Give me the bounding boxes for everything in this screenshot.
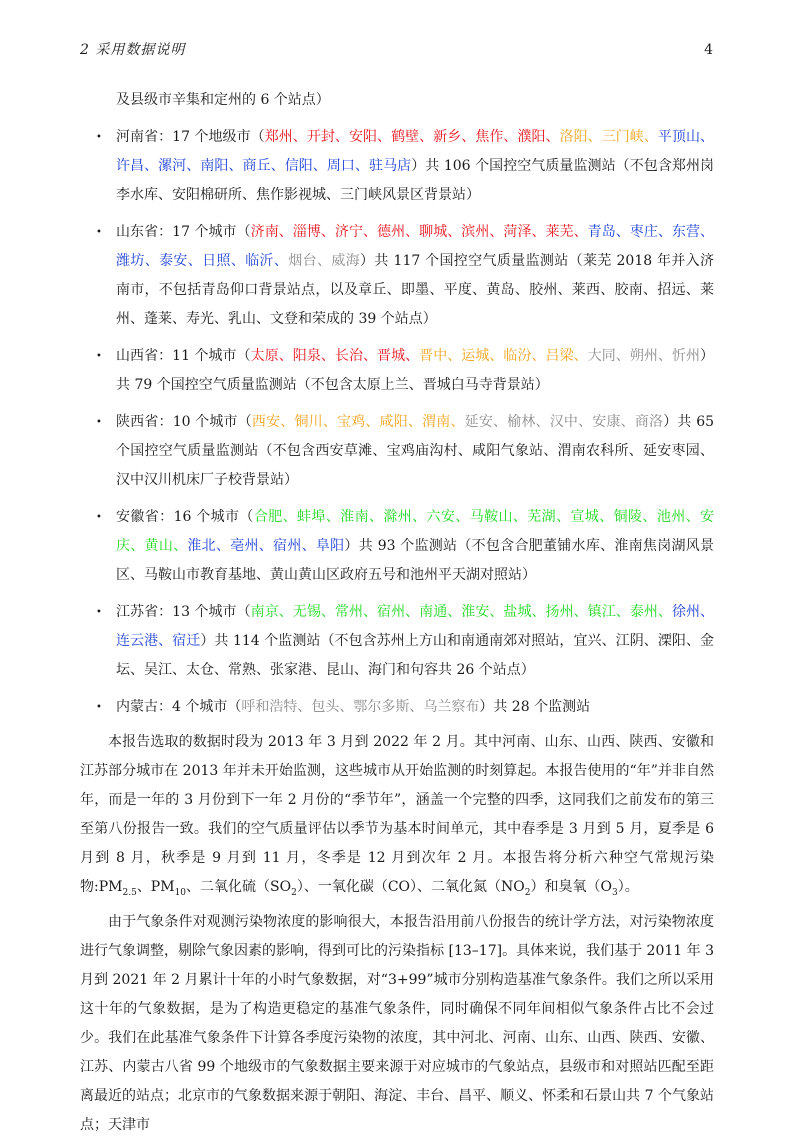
province-item-anhui	[80, 503, 714, 590]
city-group-gray: 大同、朔州、忻州	[587, 348, 701, 364]
city-group-gray: 延安、榆林、汉中、安康、商洛	[464, 414, 664, 430]
province-text: ）共 117 个国控空气质量监测站（莱芜 2018 年并入济南市，不包括青岛仰口背景站点，以及章丘、即墨、平度、黄岛、胶州、莱西、胶南、招远、莱州、蓬莱、寿光、乳山、文登和荣成的 39 个站点）	[116, 253, 715, 327]
province-item-henan	[80, 123, 714, 210]
city-group-green: 合肥、蚌埠、淮南、滁州、六安、马鞍山、芜湖、宣城、铜陵、池州、安庆、黄山、	[116, 509, 715, 554]
city-group-blue: 青岛、枣庄、东营、潍坊、泰安、日照、临沂、	[116, 224, 715, 269]
province-text: ）共 28 个监测站	[479, 699, 591, 715]
province-item-neimenggu	[80, 693, 714, 722]
province-text: 山东省：17 个城市（	[116, 224, 251, 240]
subscript: 2	[291, 887, 297, 898]
province-text: 安徽省：16 个城市（	[116, 509, 254, 525]
page-body	[80, 86, 714, 1140]
city-group-green: 南京、无锡、常州、宿州、南通、淮安、盐城、扬州、镇江、泰州、	[250, 604, 672, 620]
section-title: 2 采用数据说明	[80, 42, 186, 58]
bullet-icon: •	[96, 132, 102, 143]
city-group-red: 太原、阳泉、长治、晋城、	[250, 348, 420, 364]
subscript: 2	[524, 887, 531, 898]
city-group-gray: 烟台、威海	[288, 253, 361, 269]
page-header	[80, 40, 713, 60]
province-text: ）共 79 个国控空气质量监测站（不包含太原上兰、晋城白马寺背景站）	[116, 348, 715, 393]
page-number: 4	[704, 42, 713, 58]
city-group-orange: 西安、铜川、宝鸡、咸阳、渭南、	[251, 414, 465, 430]
province-text: ）共 106 个国控空气质量监测站（不包含郑州岗李水库、安阳棉研所、焦作影视城、三门峡风景区背景站）	[116, 158, 714, 203]
province-item-shaanxi	[80, 408, 714, 495]
para-period	[80, 728, 714, 902]
paragraph-text: ）和臭氧（O	[530, 879, 612, 895]
province-item-shandong	[80, 218, 714, 334]
province-text: 江苏省：13 个城市（	[116, 604, 251, 620]
province-text: ）共 114 个监测站（不包含苏州上方山和南通南郊对照站，宜兴、江阴、溧阳、金坛、吴江、太仓、常熟、张家港、昆山、海门和句容共 26 个站点）	[116, 633, 715, 678]
city-group-blue: 徐州、连云港、宿迁	[116, 604, 715, 649]
city-group-orange: 晋中、运城、临汾、吕梁、	[419, 348, 588, 364]
city-group-red: 济南、淄博、济宁、德州、聊城、滨州、菏泽、莱芜、	[250, 224, 588, 240]
bullet-icon: •	[96, 351, 102, 362]
province-text: 河南省：17 个地级市（	[116, 129, 265, 145]
province-text: 山西省：11 个城市（	[116, 348, 251, 364]
bullet-icon: •	[96, 702, 102, 713]
city-group-gray: 呼和浩特、包头、鄂尔多斯、乌兰察布	[241, 699, 480, 715]
city-group-blue: 平顶山、许昌、漯河、南阳、商丘、信阳、周口、驻马店	[116, 129, 715, 174]
paragraph-text: 本报告选取的数据时段为 2013 年 3 月到 2022 年 2 月。其中河南、山东、山西、陕西、安徽和江苏部分城市在 2013 年并未开始监测，这些城市从开始监测的时刻算起。本报告使用的“年”并非自然年，而是一年的 3 月份到下一年 2 月份的“季节年”，涵盖一个完整的四季，这同我们之前发布的第三至第八份报告一致。我们的空气质量评估以季节为基本时间单元，其中春季是 3 月到 5 月，夏季是 6 月到 8 月，秋季是 9 月到 11 月，冬季是 12 月到次年 2 月。本报告将分析六种空气常规污染物:PM	[80, 734, 714, 895]
paragraph-text: 由于气象条件对观测污染物浓度的影响很大，本报告沿用前八份报告的统计学方法，对污染物浓度进行气象调整，剔除气象因素的影响，得到可比的污染指标 [13–17]。具体来说，我们基于 2011 年 3 月到 2021 年 2 月累计十年的小时气象数据，对“3+99”城市分别构造基准气象条件。我们之所以采用这十年的气象数据，是为了构造更稳定的基准气象条件，同时确保不同年间相似气象条件占比不会过少。我们在此基准气象条件下计算各季度污染物的浓度，其中河北、河南、山东、山西、陕西、安徽、江苏、内蒙古八省 99 个地级市的气象数据主要来源于对应城市的气象站点，县级市和对照站匹配至距离最近的站点；北京市的气象数据来源于朝阳、海淀、丰台、昌平、顺义、怀柔和石景山共 7 个气象站点；天津市	[80, 914, 714, 1133]
paragraph-text: 、二氧化硫（SO	[186, 879, 292, 895]
subscript: 10	[174, 887, 187, 898]
paragraph-text: 、PM	[136, 879, 175, 895]
city-group-red: 郑州、开封、安阳、鹤壁、新乡、焦作、濮阳、	[264, 129, 560, 145]
bullet-icon: •	[96, 607, 102, 618]
subscript: 3	[611, 887, 618, 898]
bullet-icon: •	[96, 227, 102, 238]
city-group-orange: 洛阳、三门峡、	[559, 129, 658, 145]
paragraph-text: ）。	[617, 879, 639, 895]
subscript: 2.5	[122, 887, 137, 898]
province-list	[80, 123, 714, 722]
province-item-jiangsu	[80, 598, 714, 685]
province-text: ）共 65 个国控空气质量监测站（不包含西安草滩、宝鸡庙沟村、咸阳气象站、渭南农科所、延安枣园、汉中汉川机床厂子校背景站）	[116, 414, 715, 488]
continuation-line: 及县级市辛集和定州的 6 个站点）	[116, 92, 330, 108]
para-method	[80, 908, 714, 1140]
province-item-shanxi	[80, 342, 714, 400]
city-group-blue: 淮北、亳州、宿州、阜阳	[187, 538, 345, 554]
body-paragraphs	[80, 728, 714, 1140]
province-text: ）共 93 个监测站（不包含合肥董铺水库、淮南焦岗湖风景区、马鞍山市教育基地、黄山黄山区政府五号和池州平天湖对照站）	[116, 538, 715, 583]
province-text: 陕西省：10 个城市（	[116, 414, 252, 430]
paragraph-text: ）、一氧化碳（CO）、二氧化氮（NO	[296, 879, 525, 895]
province-text: 内蒙古：4 个城市（	[116, 699, 242, 715]
bullet-icon: •	[96, 417, 102, 428]
bullet-icon: •	[96, 512, 102, 523]
